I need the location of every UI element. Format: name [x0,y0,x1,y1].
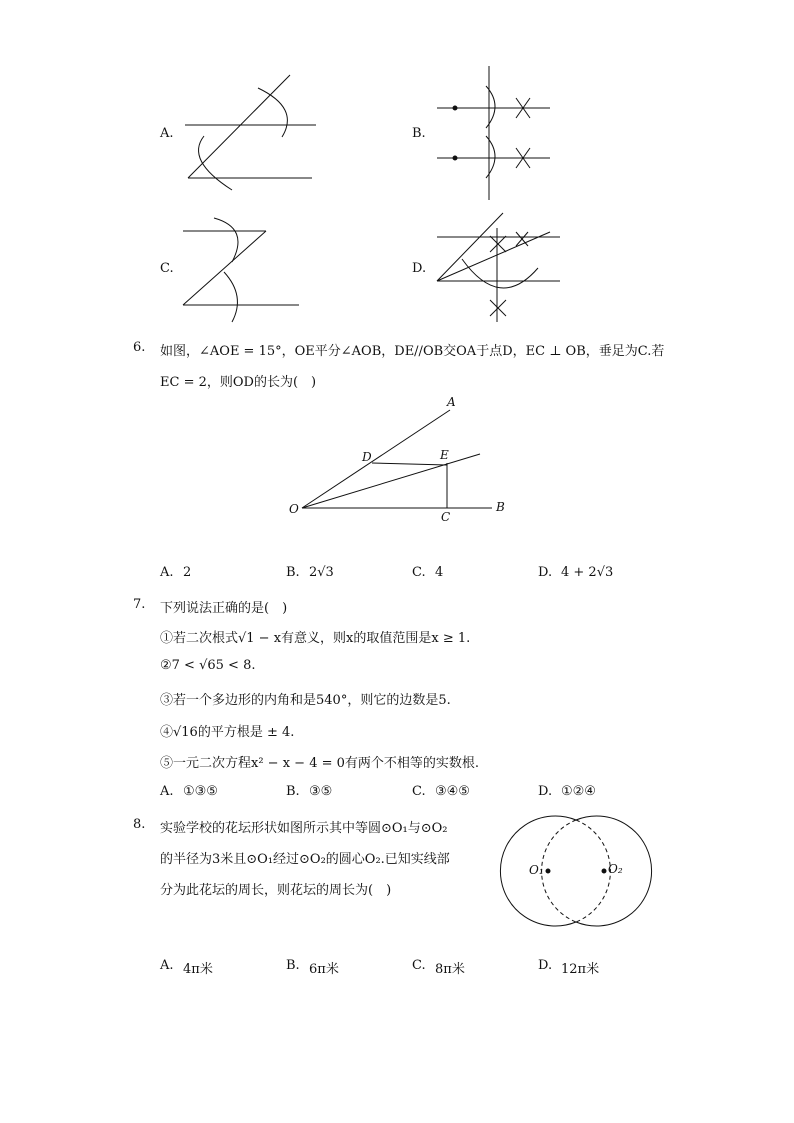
q6-label-b: B [496,500,505,514]
q8-choice-c-letter[interactable]: C. [412,958,426,973]
q8-choice-b-text: 6π米 [309,962,339,977]
q7-choice-c-letter[interactable]: C. [412,784,426,799]
q6-label-o: O [289,502,299,516]
q7-choice-c-text: ③④⑤ [435,784,470,799]
q5-option-b-label[interactable]: B. [412,126,426,141]
q6-choice-c-text: 4 [435,565,444,580]
q6-label-a: A [447,395,456,409]
q8-choice-c-text: 8π米 [435,962,465,977]
q8-choice-a-letter[interactable]: A. [160,958,174,973]
q8-label-o1: O₁ [529,863,544,877]
q7-number: 7. [133,597,146,612]
q6-choice-c-letter[interactable]: C. [412,565,426,580]
q8-stem-line1: 实验学校的花坛形状如图所示其中等圆⊙O₁与⊙O₂ [160,821,448,836]
q8-stem-line2: 的半径为3米且⊙O₁经过⊙O₂的圆心O₂.已知实线部 [160,852,450,867]
q7-choice-a-text: ①③⑤ [183,784,218,799]
q6-stem-line2: EC = 2，则OD的长为( ) [160,375,317,390]
q6-stem-line1: 如图，∠AOE = 15°，OE平分∠AOB，DE//OB交OA于点D，EC ⊥ OB，垂足为C.若 [160,344,665,359]
q6-label-d: D [362,450,372,464]
q6-choice-a-text: 2 [183,565,192,580]
q8-label-o2: O₂ [608,862,623,876]
q6-number: 6. [133,340,146,355]
q7-choice-a-letter[interactable]: A. [160,784,174,799]
q5-option-c-label[interactable]: C. [160,261,174,276]
q8-number: 8. [133,817,146,832]
q7-item-3: ③若一个多边形的内角和是540°，则它的边数是5. [160,693,451,708]
q6-choice-b-letter[interactable]: B. [286,565,300,580]
q5-option-d-label[interactable]: D. [412,261,427,276]
q6-label-c: C [441,510,451,524]
q7-item-1: ①若二次根式√1 − x有意义，则x的取值范围是x ≥ 1. [160,631,471,646]
q7-choice-b-letter[interactable]: B. [286,784,300,799]
q8-stem-line3: 分为此花坛的周长，则花坛的周长为( ) [160,883,392,898]
q7-item-2: ②7 < √65 < 8. [160,658,256,673]
q7-choice-d-letter[interactable]: D. [538,784,553,799]
q6-choice-d-letter[interactable]: D. [538,565,553,580]
q5-option-a-label[interactable]: A. [160,126,174,141]
q6-label-e: E [440,448,449,462]
q6-choice-d-text: 4 + 2√3 [561,565,614,580]
q8-choice-a-text: 4π米 [183,962,213,977]
q8-choice-d-letter[interactable]: D. [538,958,553,973]
q7-stem: 下列说法正确的是( ) [160,601,288,616]
q6-choice-b-text: 2√3 [309,565,334,580]
q7-item-5: ⑤一元二次方程x² − x − 4 = 0有两个不相等的实数根. [160,756,480,771]
q7-choice-b-text: ③⑤ [309,784,333,799]
q8-choice-d-text: 12π米 [561,962,600,977]
q8-choice-b-letter[interactable]: B. [286,958,300,973]
q7-choice-d-text: ①②④ [561,784,596,799]
q6-choice-a-letter[interactable]: A. [160,565,174,580]
q7-item-4: ④√16的平方根是 ± 4. [160,725,295,740]
